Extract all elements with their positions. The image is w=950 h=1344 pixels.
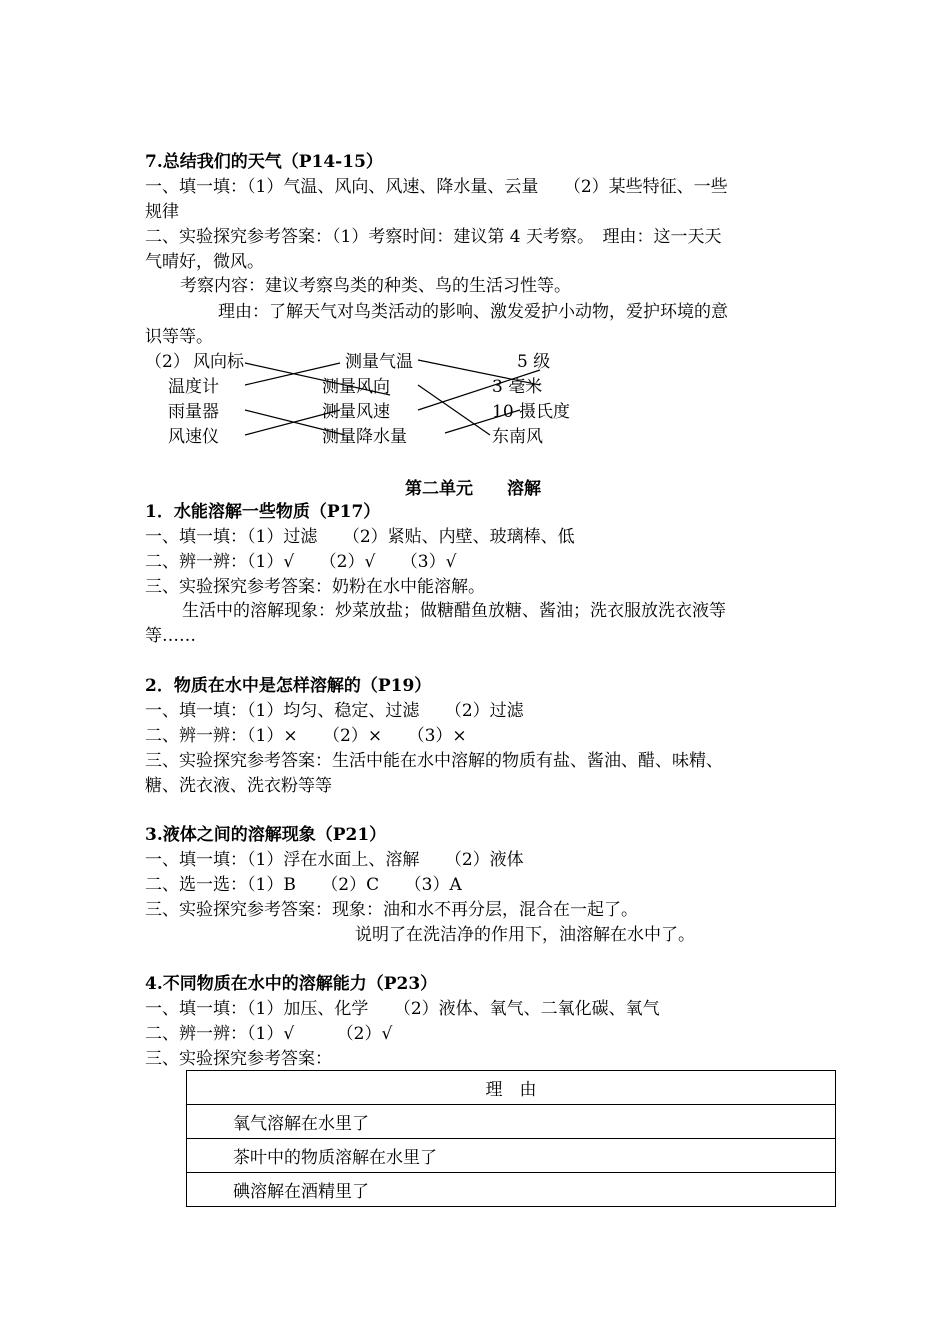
section-2-title: 2．物质在水中是怎样溶解的（P19）: [145, 676, 432, 696]
s4-line-3: 三、实验探究参考答案：: [145, 1049, 332, 1069]
s3-line-3: 三、实验探究参考答案：现象：油和水不再分层，混合在一起了。: [145, 900, 638, 920]
tool-item: 风速仪: [168, 427, 219, 447]
section-1-title: 1．水能溶解一些物质（P17）: [145, 502, 381, 522]
table-header-row: [187, 1071, 836, 1105]
reading-item: 10 摄氏度: [492, 402, 571, 422]
section-4-title: 4.不同物质在水中的溶解能力（P23）: [145, 974, 438, 994]
s7-reason-line-2: 识等等。: [145, 327, 213, 347]
reading-item: 5 级: [517, 352, 551, 372]
s7-exp-line-1: 二、实验探究参考答案：（1）考察时间：建议第 4 天考察。 理由：这一天天: [145, 227, 722, 247]
s2-line-1: 一、填一填：（1）均匀、稳定、过滤 （2）过滤: [145, 701, 524, 721]
table-header-cell: 理 由: [187, 1071, 836, 1105]
s3-line-1: 一、填一填：（1）浮在水面上、溶解 （2）液体: [145, 850, 524, 870]
table-cell: 茶叶中的物质溶解在水里了: [187, 1139, 836, 1173]
s2-line-3: 三、实验探究参考答案：生活中能在水中溶解的物质有盐、酱油、醋、味精、: [145, 751, 723, 771]
unit-2-title: 第二单元 溶解: [405, 479, 541, 499]
s1-line-3: 三、实验探究参考答案：奶粉在水中能溶解。: [145, 577, 485, 597]
s1-line-4: 生活中的溶解现象：炒菜放盐；做糖醋鱼放糖、酱油；洗衣服放洗衣液等: [182, 601, 726, 621]
s7-fill-line-2: 规律: [145, 202, 179, 222]
match-line: [418, 360, 540, 385]
reason-table: [186, 1070, 836, 1207]
match-line: [418, 370, 543, 410]
reading-item: 东南风: [492, 427, 543, 447]
table-cell: 氧气溶解在水里了: [187, 1105, 836, 1139]
table-row: [187, 1105, 836, 1139]
matching-prefix: （2）: [145, 352, 190, 372]
s2-line-2: 二、辨一辨：（1）× （2）× （3）×: [145, 726, 467, 746]
use-item: 测量风速: [322, 402, 390, 422]
s1-line-1: 一、填一填：（1）过滤 （2）紧贴、内壁、玻璃棒、低: [145, 527, 575, 547]
table-cell: 碘溶解在酒精里了: [187, 1173, 836, 1207]
s7-fill-line-1: 一、填一填：（1）气温、风向、风速、降水量、云量 （2）某些特征、一些: [145, 177, 728, 197]
s4-line-1: 一、填一填：（1）加压、化学 （2）液体、氧气、二氧化碳、氧气: [145, 999, 660, 1019]
s2-line-4: 糖、洗衣液、洗衣粉等等: [145, 776, 332, 796]
use-item: 测量降水量: [322, 427, 407, 447]
reading-item: 3 毫米: [492, 377, 543, 397]
s3-line-4: 说明了在洗洁净的作用下，油溶解在水中了。: [355, 925, 695, 945]
table-row: [187, 1173, 836, 1207]
s7-reason-line-1: 理由：了解天气对鸟类活动的影响、激发爱护小动物，爱护环境的意: [218, 302, 728, 322]
s1-line-5: 等……: [145, 626, 196, 646]
s4-line-2: 二、辨一辨：（1）√ （2）√: [145, 1024, 393, 1044]
section-7-title: 7.总结我们的天气（P14-15）: [145, 152, 383, 172]
use-item: 测量风向: [322, 377, 390, 397]
table-row: [187, 1139, 836, 1173]
s7-exp-line-2: 气晴好，微风。: [145, 252, 264, 272]
s7-content-line: 考察内容：建议考察鸟类的种类、鸟的生活习性等。: [180, 276, 571, 296]
s1-line-2: 二、辨一辨：（1）√ （2）√ （3）√: [145, 552, 457, 572]
tool-item: 雨量器: [168, 402, 219, 422]
tool-item: 风向标: [193, 352, 244, 372]
tool-item: 温度计: [168, 377, 219, 397]
section-3-title: 3.液体之间的溶解现象（P21）: [145, 825, 387, 845]
use-item: 测量气温: [345, 352, 413, 372]
s3-line-2: 二、选一选：（1）B （2）C （3）A: [145, 875, 462, 895]
match-line: [418, 385, 490, 435]
